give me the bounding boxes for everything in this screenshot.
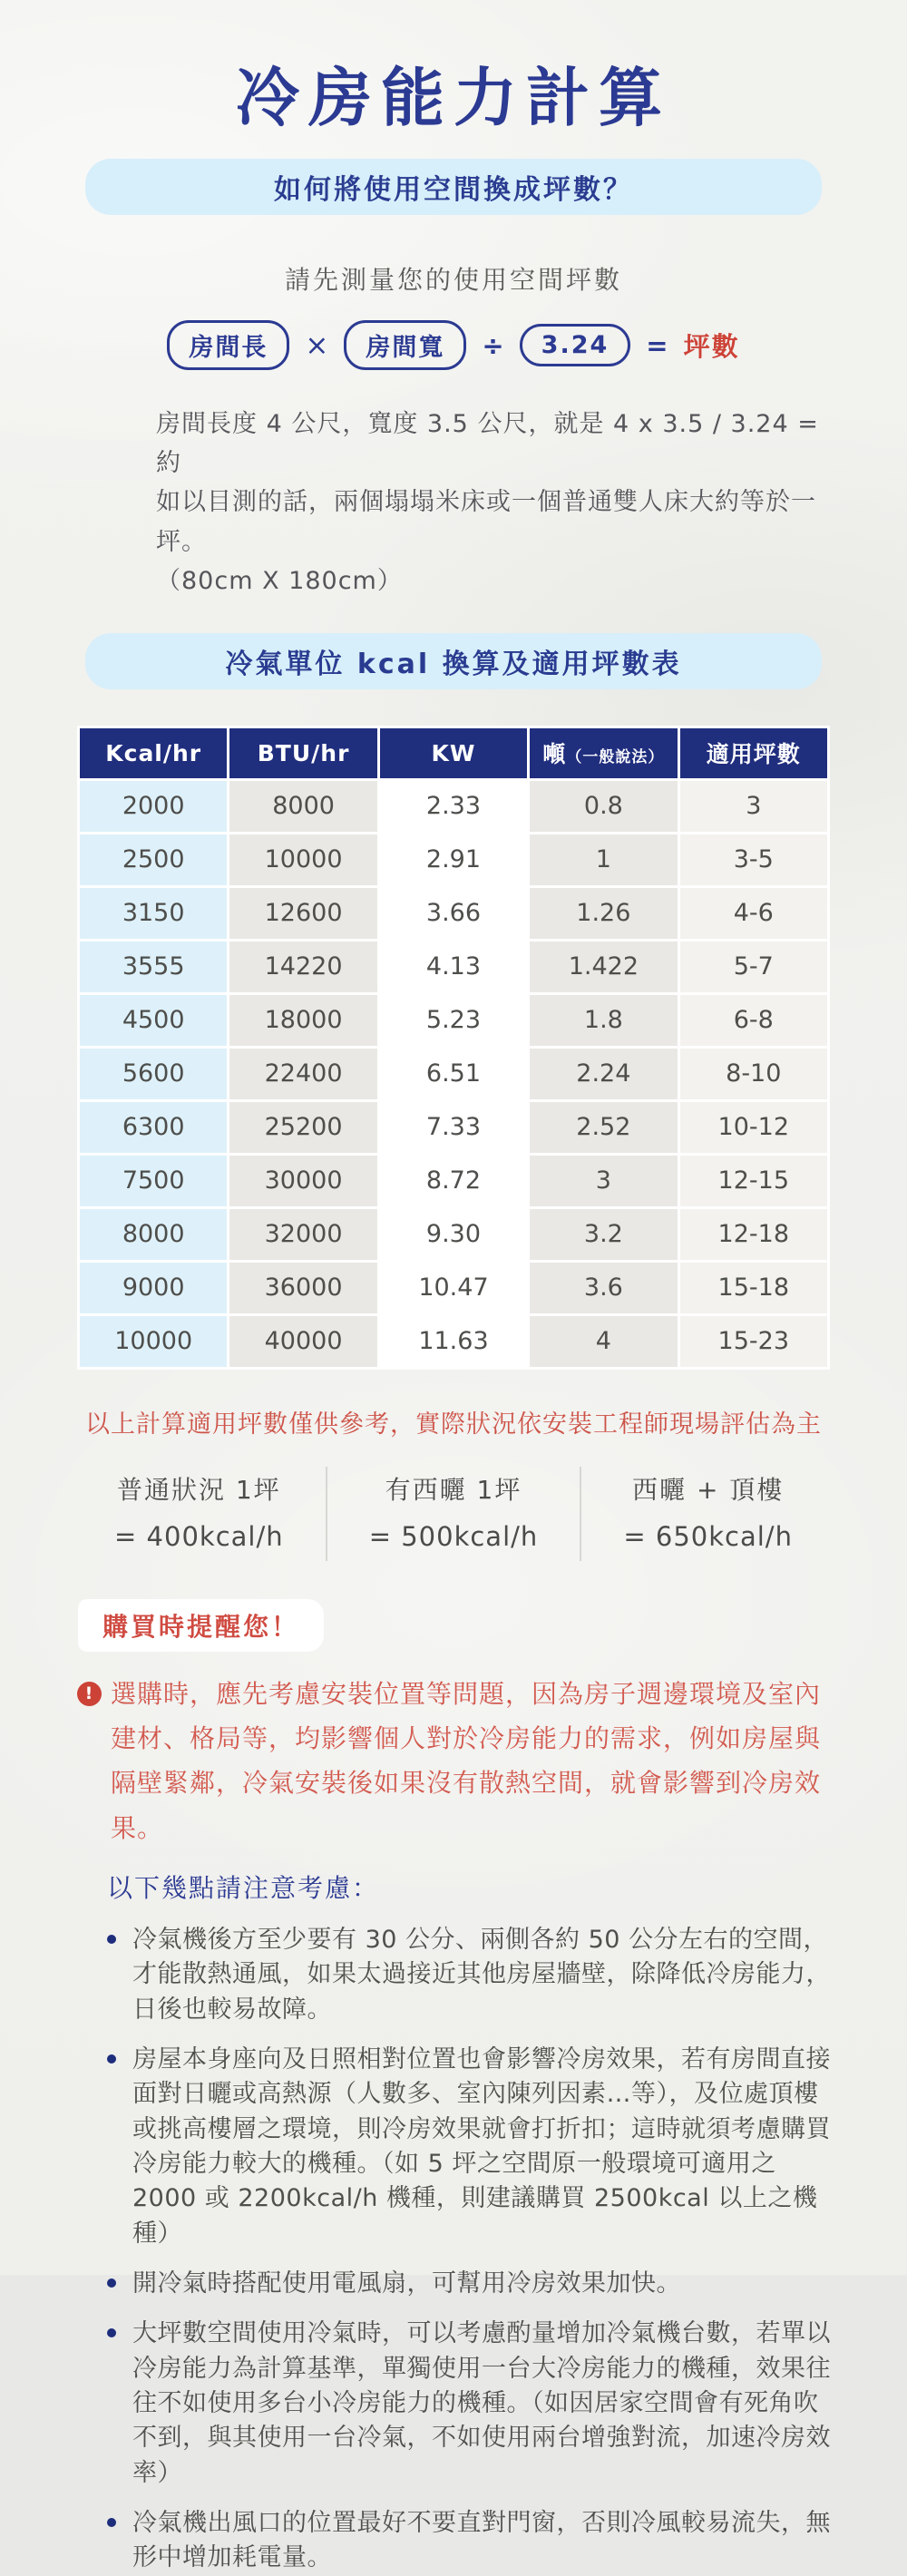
table-cell: 2.52: [529, 1100, 678, 1154]
table-cell: 11.63: [378, 1314, 528, 1368]
table-cell: 7.33: [378, 1100, 528, 1154]
table-cell: 10000: [229, 833, 378, 886]
table-row: [79, 1154, 829, 1207]
section-banner-kcal-table: [85, 633, 822, 689]
table-cell: 5600: [79, 1047, 229, 1100]
reminder-badge: 購買時提醒您！: [78, 1599, 324, 1652]
table-cell: 4500: [79, 993, 229, 1047]
table-cell: 4.13: [378, 940, 528, 993]
pill-constant: 3.24: [520, 324, 631, 366]
table-cell: 8000: [229, 779, 378, 833]
header-label: 適用坪數: [706, 741, 801, 768]
table-cell: 12-18: [678, 1207, 828, 1261]
note-item: [107, 2043, 836, 2251]
table-row: [79, 833, 829, 886]
header-sublabel: （一般說法）: [566, 748, 665, 767]
standards-row: [73, 1467, 834, 1561]
measure-instruction: 請先測量您的使用空間坪數: [284, 265, 622, 295]
table-cell: 6300: [79, 1100, 229, 1154]
example-line: 房間長度 4 公尺，寬度 3.5 公尺，就是 4 x 3.5 / 3.24 = 約: [156, 410, 819, 478]
divide-sign: ÷: [482, 329, 504, 361]
table-cell: 7500: [79, 1154, 229, 1207]
page-title: 冷房能力計算: [236, 61, 671, 135]
table-row: [79, 993, 829, 1047]
table-cell: 10.47: [378, 1261, 528, 1314]
multiply-sign: ×: [305, 328, 329, 362]
section-banner-area-conversion: [85, 159, 822, 215]
equals-sign: =: [646, 329, 668, 361]
table-row: [79, 886, 829, 940]
pill-room-length: 房間長: [167, 320, 289, 370]
table-row: [79, 779, 829, 833]
bullet-dot-icon: [107, 2278, 116, 2288]
note-item: [107, 2267, 836, 2301]
header-label: KW: [431, 739, 476, 766]
table-cell: 40000: [229, 1314, 378, 1368]
bullet-dot-icon: [107, 2328, 116, 2337]
note-text: 房屋本身座向及日照相對位置也會影響冷房效果，若有房間直接面對日曬或高熱源（人數多、室內陳列因素…等），及位處頂樓或挑高樓層之環境，則冷房效果就會打折扣；這時就須考慮購買冷房能力較大的機種。（如 5 坪之空間原一般環境可適用之 2000 或 2200kcal/h 機種，則建議購買 2500kcal 以上之機種）: [132, 2044, 831, 2248]
table-cell: 0.8: [529, 779, 678, 833]
table-cell: 12-15: [678, 1154, 828, 1207]
table-cell: 12600: [229, 886, 378, 940]
header-label: Kcal/hr: [105, 739, 202, 766]
bullet-dot-icon: [107, 1935, 116, 1944]
note-item: [107, 2506, 836, 2576]
table-cell: 1.26: [529, 886, 678, 940]
table-cell: 3-5: [678, 833, 828, 886]
table-cell: 10000: [79, 1314, 229, 1368]
table-cell: 5-7: [678, 940, 828, 993]
formula-row: [0, 320, 907, 370]
table-header-cell: [229, 727, 378, 779]
standard-value: = 400kcal/h: [114, 1520, 284, 1552]
bullet-dot-icon: [107, 2054, 116, 2064]
table-cell: 6.51: [378, 1047, 528, 1100]
example-line: 如以目測的話，兩個塌塌米床或一個普通雙人床大約等於一坪。: [156, 488, 816, 556]
standard-item: [580, 1467, 834, 1561]
table-cell: 25200: [229, 1100, 378, 1154]
standard-value: = 650kcal/h: [623, 1520, 793, 1552]
table-row: [79, 1314, 829, 1368]
table-header-cell: [678, 727, 828, 779]
standard-label: 西曬 + 頂樓: [632, 1474, 785, 1505]
table-note: 以上計算適用坪數僅供參考，實際狀況依安裝工程師現場評估為主: [85, 1410, 822, 1439]
table-header-cell: [79, 727, 229, 779]
table-cell: 4-6: [678, 886, 828, 940]
table-cell: 3.6: [529, 1261, 678, 1314]
table-cell: 2.24: [529, 1047, 678, 1100]
section-banner-label: 冷氣單位 kcal 換算及適用坪數表: [225, 648, 682, 680]
standard-label: 普通狀況 1坪: [116, 1474, 281, 1505]
table-cell: 18000: [229, 993, 378, 1047]
table-cell: 1: [529, 833, 678, 886]
table-cell: 30000: [229, 1154, 378, 1207]
table-cell: 10-12: [678, 1100, 828, 1154]
header-label: 噸: [542, 741, 567, 768]
table-cell: 3: [529, 1154, 678, 1207]
standard-item: [73, 1467, 326, 1561]
table-header-row: [79, 727, 829, 779]
table-header-cell: [378, 727, 528, 779]
table-cell: 6-8: [678, 993, 828, 1047]
table-cell: 2000: [79, 779, 229, 833]
conversion-table: [77, 726, 830, 1370]
note-text: 冷氣機出風口的位置最好不要直對門窗，否則冷風較易流失，無形中增加耗電量。: [132, 2508, 831, 2572]
warning-text: 選購時，應先考慮安裝位置等問題，因為房子週邊環境及室內建材、格局等，均影響個人對於冷房能力的需求，例如房屋與隔壁緊鄰，冷氣安裝後如果沒有散熱空間，就會影響到冷房效果。: [111, 1678, 822, 1843]
table-cell: 3: [678, 779, 828, 833]
table-row: [79, 1207, 829, 1261]
table-cell: 36000: [229, 1261, 378, 1314]
table-cell: 15-23: [678, 1314, 828, 1368]
example-line: （80cm X 180cm）: [156, 566, 403, 595]
table-cell: 22400: [229, 1047, 378, 1100]
section-banner-label: 如何將使用空間換成坪數？: [274, 174, 633, 206]
table-cell: 9.30: [378, 1207, 528, 1261]
table-header-cell: [529, 727, 678, 779]
notes-intro: 以下幾點請注意考慮：: [107, 1873, 380, 1903]
table-cell: 8.72: [378, 1154, 528, 1207]
table-cell: 2.33: [378, 779, 528, 833]
note-item: [107, 1923, 836, 2027]
table-cell: 3555: [79, 940, 229, 993]
table-cell: 2.91: [378, 833, 528, 886]
table-cell: 3150: [79, 886, 229, 940]
header-label: BTU/hr: [257, 739, 350, 766]
notes-list: [107, 1923, 836, 2576]
standard-label: 有西曬 1坪: [385, 1474, 522, 1505]
formula-result: 坪數: [683, 331, 740, 362]
standard-value: = 500kcal/h: [368, 1520, 539, 1552]
note-item: [107, 2317, 836, 2491]
table-row: [79, 1100, 829, 1154]
table-cell: 4: [529, 1314, 678, 1368]
table-cell: 32000: [229, 1207, 378, 1261]
table-row: [79, 1047, 829, 1100]
table-row: [79, 1261, 829, 1314]
table-cell: 14220: [229, 940, 378, 993]
standard-item: [326, 1467, 580, 1561]
note-text: 冷氣機後方至少要有 30 公分、兩側各約 50 公分左右的空間，才能散熱通風，如果太過接近其他房屋牆壁，除降低冷房能力，日後也較易故障。: [132, 1926, 831, 2024]
table-cell: 5.23: [378, 993, 528, 1047]
table-cell: 15-18: [678, 1261, 828, 1314]
table-cell: 1.422: [529, 940, 678, 993]
table-cell: 1.8: [529, 993, 678, 1047]
note-text: 開冷氣時搭配使用電風扇，可幫用冷房效果加快。: [132, 2269, 681, 2298]
warning-paragraph: [77, 1672, 836, 1850]
alert-icon: !: [77, 1682, 102, 1706]
table-row: [79, 940, 829, 993]
table-cell: 3.2: [529, 1207, 678, 1261]
table-cell: 8000: [79, 1207, 229, 1261]
table-cell: 9000: [79, 1261, 229, 1314]
table-cell: 2500: [79, 833, 229, 886]
table-cell: 8-10: [678, 1047, 828, 1100]
bullet-dot-icon: [107, 2518, 116, 2527]
pill-room-width: 房間寬: [344, 320, 466, 370]
note-text: 大坪數空間使用冷氣時，可以考慮酌量增加冷氣機台數，若單以冷房能力為計算基準，單獨使用一台大冷房能力的機種，效果往往不如使用多台小冷房能力的機種。（如因居家空間會有死角吹不到，與其使用一台冷氣，不如使用兩台增強對流，加速冷房效率）: [132, 2319, 831, 2487]
table-cell: 3.66: [378, 886, 528, 940]
example-text: [156, 405, 834, 600]
